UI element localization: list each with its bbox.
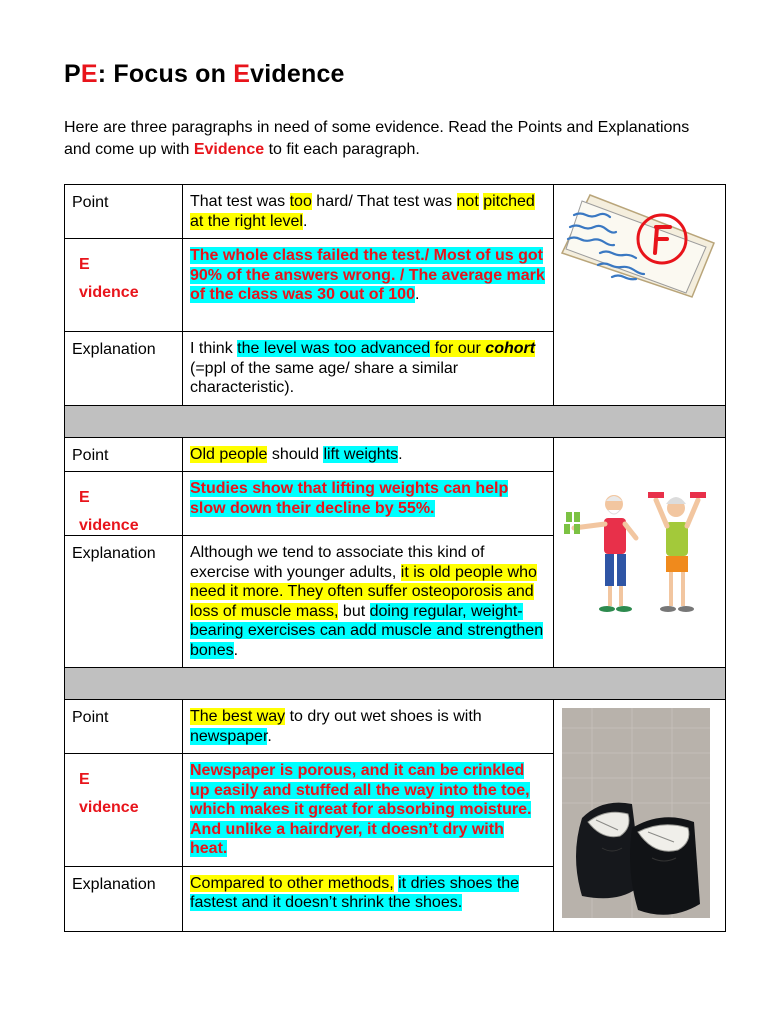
section-2-explanation-cell [183, 536, 554, 668]
section-2-evidence-cell [183, 472, 554, 536]
point-text: . [398, 445, 403, 463]
elderly-lifting-weights-icon [560, 488, 718, 616]
point-highlight: pitched at the right level [190, 193, 535, 230]
intro-before: Here are three paragraphs in need of some evidence. Read the Points and Explanations and come up with [64, 119, 690, 158]
evidence-label-cell [65, 239, 183, 332]
explanation-highlight: Compared to other methods, [190, 874, 394, 892]
evidence-label-cell [65, 472, 183, 536]
point-label: Point [72, 446, 109, 464]
section-1-explanation-cell [183, 332, 554, 406]
point-highlight: lift weights [323, 445, 399, 463]
test-paper-f-icon [560, 193, 718, 301]
explanation-highlight: it is old people who need it more. They often suffer osteoporosis and loss of muscle mass, [190, 563, 537, 620]
evidence-text: Newspaper is porous, and it can be crinkled up easily and stuffed all the way into the toe, which makes it great for absorbing moisture. And unlike a hairdryer, it doesn’t dry with heat. [190, 762, 532, 857]
section-1-image-cell [554, 185, 726, 406]
section-3-point-cell [183, 700, 554, 754]
section-3-point-row [65, 700, 726, 754]
section-3-evidence-cell [183, 754, 554, 867]
intro-after: to fit each paragraph. [264, 141, 420, 158]
section-3-explanation-cell [183, 866, 554, 931]
separator-row-2 [65, 668, 726, 700]
explanation-label: Explanation [72, 545, 156, 562]
explanation-text: Although we tend to associate this kind of exercise with younger adults, [190, 544, 485, 581]
explanation-text: . [233, 641, 239, 659]
section-2-point-cell [183, 437, 554, 472]
page-title [64, 60, 345, 89]
explanation-text: I think [190, 340, 238, 357]
section-1-point-row [65, 185, 726, 239]
explanation-highlight: it dries shoes the fastest and it doesn’t shrink the shoes. [190, 874, 520, 911]
point-highlight: The best way [190, 708, 286, 725]
explanation-highlight: the level was too advanced [237, 340, 431, 357]
point-label-cell [65, 437, 183, 472]
point-text: That test was [190, 193, 290, 210]
point-text: . [267, 727, 272, 745]
separator [65, 405, 726, 437]
explanation-text: (=ppl of the same age/ share a similar characteristic). [190, 359, 459, 396]
section-1-point-cell [183, 185, 554, 239]
point-highlight: not [456, 193, 479, 210]
shoes-newspaper-icon [562, 708, 710, 918]
shoes-newspaper-image [554, 700, 725, 924]
point-label-cell [65, 185, 183, 239]
evidence-text: Studies show that lifting weights can help slow down their decline by 55%. [190, 480, 509, 517]
section-2-point-row [65, 437, 726, 472]
point-label: Point [72, 709, 109, 726]
point-text: hard/ That test was [311, 193, 457, 210]
evidence-label-cell [65, 754, 183, 867]
explanation-label: Explanation [72, 875, 156, 893]
explanation-label-cell [65, 866, 183, 931]
section-1-evidence-cell [183, 239, 554, 332]
explanation-label-cell [65, 536, 183, 668]
elderly-weights-image [554, 480, 725, 624]
test-paper-image [554, 185, 725, 309]
evidence-label: E vidence [79, 771, 139, 816]
point-highlight: Old people [190, 445, 268, 463]
intro-evidence-word: Evidence [193, 141, 265, 158]
intro-paragraph [64, 117, 704, 161]
evidence-label: E vidence [79, 256, 139, 301]
evidence-label: E vidence [79, 489, 139, 534]
point-label: Point [72, 194, 109, 211]
point-highlight: too [289, 193, 312, 210]
explanation-text: but [338, 602, 370, 620]
separator [65, 668, 726, 700]
point-label-cell [65, 700, 183, 754]
separator-row-1 [65, 405, 726, 437]
title-rest: vidence [250, 60, 345, 88]
evidence-text: . [414, 286, 420, 303]
point-highlight: newspaper [190, 727, 268, 745]
section-3-image-cell [554, 700, 726, 932]
point-text: to dry out wet shoes is with [285, 708, 482, 725]
title-e2: E [233, 60, 251, 88]
title-e1: E [80, 60, 98, 88]
title-mid: : Focus on [97, 60, 234, 88]
pee-table [64, 184, 726, 932]
point-text: . [302, 212, 308, 230]
section-2-image-cell [554, 437, 726, 668]
explanation-label: Explanation [72, 341, 156, 358]
title-p: P [64, 60, 81, 88]
explanation-cohort: cohort [485, 340, 536, 357]
explanation-label-cell [65, 332, 183, 406]
point-text: should [267, 445, 324, 463]
explanation-highlight: for our [430, 340, 486, 357]
evidence-text: The whole class failed the test./ Most of us got 90% of the answers wrong. / The average mark of the class was 30 out of 100 [190, 247, 545, 303]
explanation-highlight: doing regular, weight-bearing exercises can add muscle and strengthen bones [190, 602, 544, 659]
